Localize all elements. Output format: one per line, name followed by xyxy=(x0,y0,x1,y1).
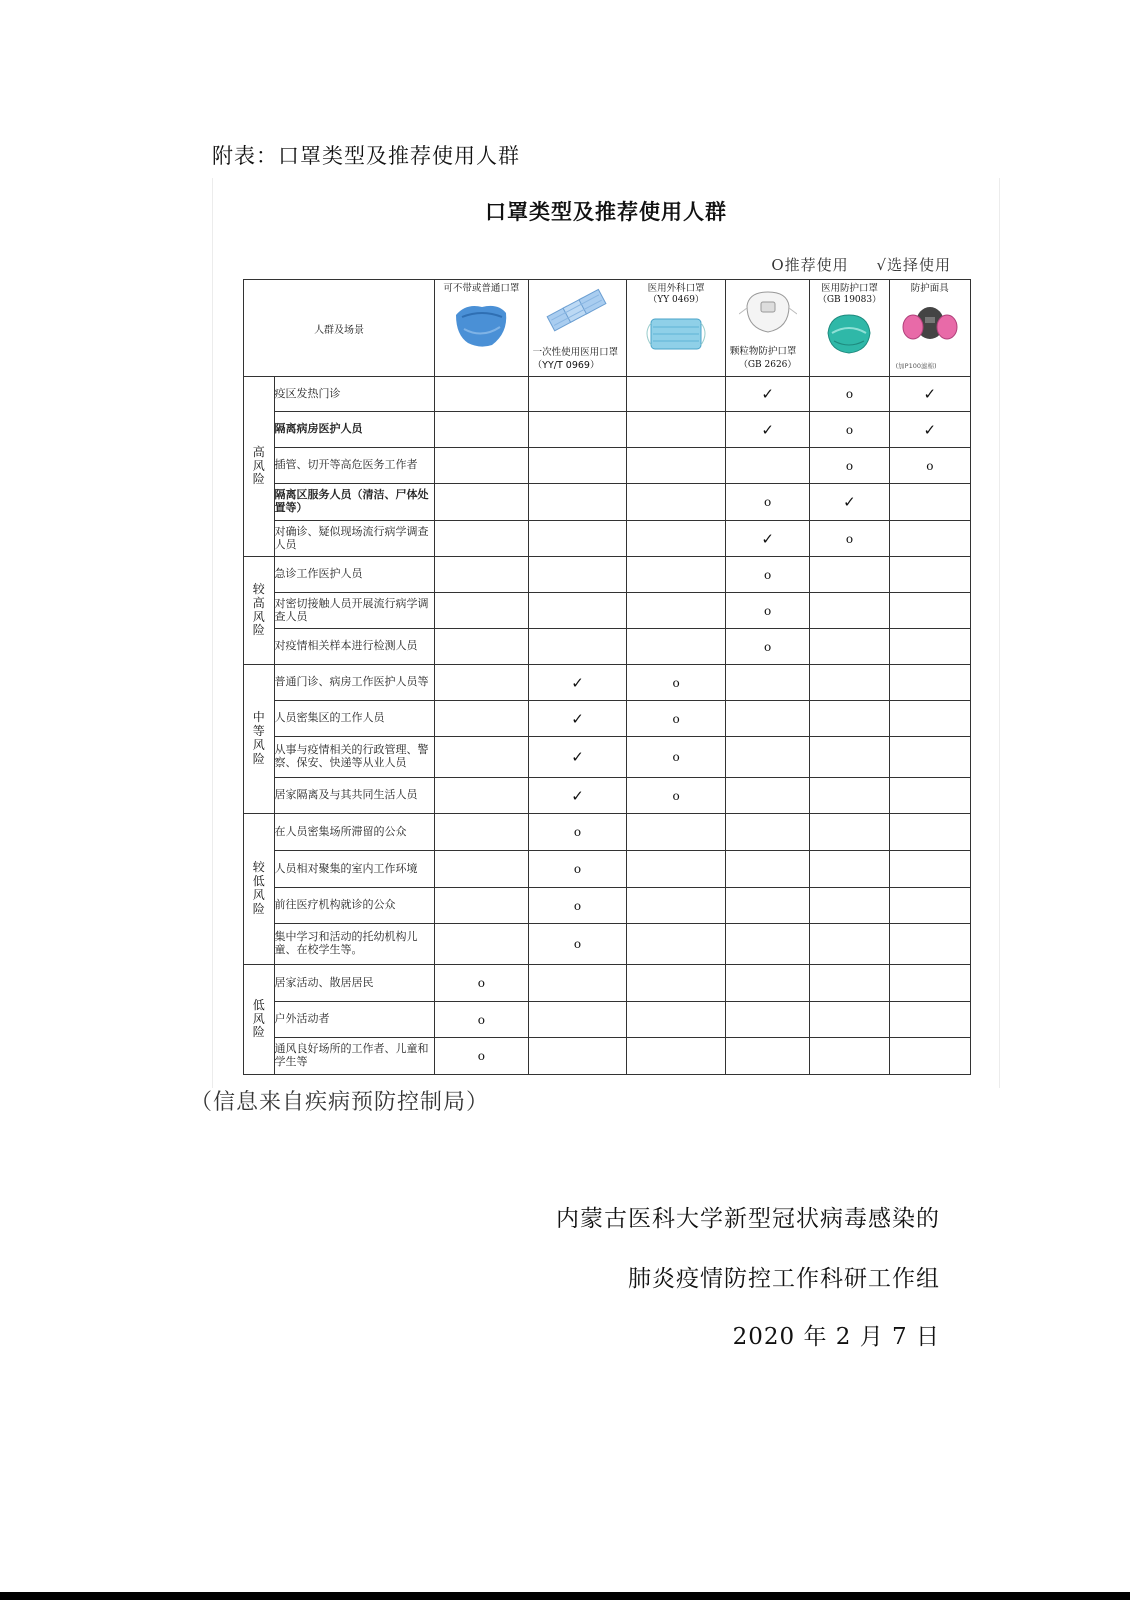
empty-cell xyxy=(627,412,726,448)
empty-cell xyxy=(889,521,970,557)
scene-cell: 居家隔离及与其共同生活人员 xyxy=(274,778,435,814)
empty-cell xyxy=(725,737,809,778)
empty-cell xyxy=(627,888,726,924)
empty-cell xyxy=(889,965,970,1002)
empty-cell xyxy=(725,814,809,851)
empty-cell xyxy=(528,557,627,593)
empty-cell xyxy=(627,629,726,665)
scene-cell: 人员相对聚集的室内工作环境 xyxy=(274,851,435,888)
column-header-surgical-mask xyxy=(627,280,726,377)
empty-cell xyxy=(528,1002,627,1038)
table-row xyxy=(244,737,971,778)
empty-cell xyxy=(889,888,970,924)
recommended-mark: o xyxy=(435,1002,529,1038)
column-header-protective-face-mask xyxy=(889,280,970,377)
scene-cell: 集中学习和活动的托幼机构儿童、在校学生等。 xyxy=(274,924,435,965)
empty-cell xyxy=(435,778,529,814)
empty-cell xyxy=(810,851,889,888)
table-row xyxy=(244,851,971,888)
recommended-mark: o xyxy=(725,629,809,665)
empty-cell xyxy=(810,557,889,593)
scene-cell: 人员密集区的工作人员 xyxy=(274,701,435,737)
scene-cell: 普通门诊、病房工作医护人员等 xyxy=(274,665,435,701)
recommended-mark: o xyxy=(627,665,726,701)
empty-cell xyxy=(435,557,529,593)
empty-cell xyxy=(627,557,726,593)
risk-group-label xyxy=(244,965,275,1075)
recommended-mark: o xyxy=(528,814,627,851)
empty-cell xyxy=(889,814,970,851)
legend xyxy=(749,254,951,275)
risk-group-text: 低风险 xyxy=(252,997,265,1040)
table-row xyxy=(244,593,971,629)
empty-cell xyxy=(627,924,726,965)
recommended-mark: o xyxy=(627,778,726,814)
optional-check-mark: ✓ xyxy=(528,665,627,701)
risk-group-text: 较高风险 xyxy=(252,581,265,638)
table-row xyxy=(244,1038,971,1075)
header-row xyxy=(244,280,971,377)
empty-cell xyxy=(435,484,529,521)
empty-cell xyxy=(528,377,627,412)
column-standard: （GB 19083） xyxy=(817,295,882,306)
empty-cell xyxy=(435,924,529,965)
legend-optional: √选择使用 xyxy=(876,256,951,274)
empty-cell xyxy=(435,593,529,629)
blue-fabric-mask-icon xyxy=(452,299,510,351)
table-row xyxy=(244,701,971,737)
mask-recommendation-figure xyxy=(212,178,1000,1088)
empty-cell xyxy=(725,448,809,484)
scene-cell: 对密切接触人员开展流行病学调查人员 xyxy=(274,593,435,629)
empty-cell xyxy=(627,484,726,521)
risk-group-label xyxy=(244,377,275,557)
empty-cell xyxy=(528,593,627,629)
recommended-mark: o xyxy=(435,1038,529,1075)
corner-header: 人群及场景 xyxy=(244,280,435,377)
empty-cell xyxy=(435,629,529,665)
legend-recommended: O推荐使用 xyxy=(771,256,849,274)
scene-cell: 疫区发热门诊 xyxy=(274,377,435,412)
empty-cell xyxy=(435,665,529,701)
recommended-mark: o xyxy=(810,448,889,484)
empty-cell xyxy=(810,701,889,737)
recommended-mark: o xyxy=(528,924,627,965)
risk-group-text: 高风险 xyxy=(252,444,265,487)
appendix-caption: 附表：口罩类型及推荐使用人群 xyxy=(212,144,520,168)
empty-cell xyxy=(810,629,889,665)
empty-cell xyxy=(889,557,970,593)
recommended-mark: o xyxy=(810,521,889,557)
recommended-mark: o xyxy=(725,593,809,629)
column-label: 医用防护口罩 xyxy=(820,283,878,294)
empty-cell xyxy=(889,778,970,814)
optional-check-mark: ✓ xyxy=(528,737,627,778)
empty-cell xyxy=(725,888,809,924)
column-note: (加P100滤棉) xyxy=(895,361,937,370)
empty-cell xyxy=(810,737,889,778)
column-header-particulate-respirator xyxy=(725,280,809,377)
empty-cell xyxy=(725,1038,809,1075)
empty-cell xyxy=(889,484,970,521)
empty-cell xyxy=(627,814,726,851)
column-header-medical-protective-respirator xyxy=(810,280,889,377)
recommended-mark: o xyxy=(725,484,809,521)
empty-cell xyxy=(725,1002,809,1038)
empty-cell xyxy=(435,851,529,888)
empty-cell xyxy=(889,629,970,665)
column-label: 医用外科口罩 xyxy=(647,283,705,294)
optional-check-mark: ✓ xyxy=(725,412,809,448)
empty-cell xyxy=(435,888,529,924)
empty-cell xyxy=(528,484,627,521)
empty-cell xyxy=(435,701,529,737)
empty-cell xyxy=(435,377,529,412)
empty-cell xyxy=(528,629,627,665)
mask-table xyxy=(243,279,971,1075)
recommended-mark: o xyxy=(627,701,726,737)
scene-cell: 对疫情相关样本进行检测人员 xyxy=(274,629,435,665)
empty-cell xyxy=(889,665,970,701)
table-row xyxy=(244,412,971,448)
empty-cell xyxy=(435,448,529,484)
empty-cell xyxy=(627,377,726,412)
recommended-mark: o xyxy=(725,557,809,593)
scene-cell: 隔离区服务人员（清洁、尸体处置等） xyxy=(274,484,435,521)
empty-cell xyxy=(889,1038,970,1075)
table-row xyxy=(244,1002,971,1038)
table-row xyxy=(244,924,971,965)
empty-cell xyxy=(889,737,970,778)
source-note: （信息来自疾病预防控制局） xyxy=(190,1090,490,1115)
table-row xyxy=(244,778,971,814)
scene-cell: 通风良好场所的工作者、儿童和学生等 xyxy=(274,1038,435,1075)
optional-check-mark: ✓ xyxy=(725,521,809,557)
empty-cell xyxy=(810,1002,889,1038)
table-row xyxy=(244,557,971,593)
empty-cell xyxy=(810,665,889,701)
medical-protective-respirator-icon xyxy=(822,311,876,355)
empty-cell xyxy=(627,965,726,1002)
scene-cell: 从事与疫情相关的行政管理、警察、保安、快递等从业人员 xyxy=(274,737,435,778)
empty-cell xyxy=(810,965,889,1002)
scene-cell: 前往医疗机构就诊的公众 xyxy=(274,888,435,924)
table-row xyxy=(244,965,971,1002)
recommended-mark: o xyxy=(528,851,627,888)
empty-cell xyxy=(627,851,726,888)
risk-group-text: 中等风险 xyxy=(252,710,265,766)
table-row xyxy=(244,888,971,924)
column-header-plain-mask xyxy=(435,280,529,377)
table-row xyxy=(244,665,971,701)
empty-cell xyxy=(627,448,726,484)
column-label: 颗粒物防护口罩 xyxy=(729,345,797,357)
empty-cell xyxy=(435,521,529,557)
empty-cell xyxy=(810,814,889,851)
recommended-mark: o xyxy=(810,412,889,448)
signature-date: 2020 年 2 月 7 日 xyxy=(732,1324,940,1350)
empty-cell xyxy=(725,924,809,965)
empty-cell xyxy=(528,448,627,484)
scene-cell: 对确诊、疑似现场流行病学调查人员 xyxy=(274,521,435,557)
scene-cell: 居家活动、散居居民 xyxy=(274,965,435,1002)
empty-cell xyxy=(435,412,529,448)
empty-cell xyxy=(627,1038,726,1075)
table-row xyxy=(244,448,971,484)
column-label: 防护面具 xyxy=(910,283,949,294)
protective-face-mask-icon xyxy=(901,301,959,343)
empty-cell xyxy=(528,965,627,1002)
signature-org-line2: 肺炎疫情防控工作科研工作组 xyxy=(628,1266,940,1292)
optional-check-mark: ✓ xyxy=(889,377,970,412)
table-row xyxy=(244,629,971,665)
table-row xyxy=(244,484,971,521)
column-standard: （GB 2626） xyxy=(738,360,797,371)
scene-cell: 插管、切开等高危医务工作者 xyxy=(274,448,435,484)
column-label: 一次性使用医用口罩 xyxy=(532,347,619,359)
empty-cell xyxy=(725,778,809,814)
signature-org-line1: 内蒙古医科大学新型冠状病毒感染的 xyxy=(556,1206,940,1232)
empty-cell xyxy=(725,701,809,737)
scene-cell: 急诊工作医护人员 xyxy=(274,557,435,593)
empty-cell xyxy=(889,851,970,888)
optional-check-mark: ✓ xyxy=(889,412,970,448)
risk-group-label xyxy=(244,557,275,665)
column-header-disposable-mask xyxy=(528,280,627,377)
empty-cell xyxy=(627,521,726,557)
risk-group-label xyxy=(244,814,275,965)
optional-check-mark: ✓ xyxy=(810,484,889,521)
table-row xyxy=(244,377,971,412)
empty-cell xyxy=(810,593,889,629)
figure-title: 口罩类型及推荐使用人群 xyxy=(485,200,727,224)
scene-cell: 在人员密集场所滞留的公众 xyxy=(274,814,435,851)
empty-cell xyxy=(810,924,889,965)
empty-cell xyxy=(889,924,970,965)
optional-check-mark: ✓ xyxy=(528,778,627,814)
empty-cell xyxy=(889,701,970,737)
empty-cell xyxy=(725,965,809,1002)
risk-group-text: 较低风险 xyxy=(252,860,265,916)
risk-group-label xyxy=(244,665,275,814)
empty-cell xyxy=(528,412,627,448)
scene-cell: 隔离病房医护人员 xyxy=(274,412,435,448)
recommended-mark: o xyxy=(810,377,889,412)
table-body xyxy=(244,377,971,1075)
recommended-mark: o xyxy=(528,888,627,924)
empty-cell xyxy=(435,814,529,851)
column-standard: （YY/T 0969） xyxy=(532,359,600,371)
empty-cell xyxy=(889,1002,970,1038)
page-bottom-rule xyxy=(0,1592,1130,1600)
table-row xyxy=(244,521,971,557)
empty-cell xyxy=(627,593,726,629)
empty-cell xyxy=(810,778,889,814)
disposable-medical-mask-icon xyxy=(544,288,610,334)
empty-cell xyxy=(810,888,889,924)
empty-cell xyxy=(435,737,529,778)
empty-cell xyxy=(627,1002,726,1038)
scene-cell: 户外活动者 xyxy=(274,1002,435,1038)
surgical-mask-icon xyxy=(643,313,709,353)
recommended-mark: o xyxy=(627,737,726,778)
recommended-mark: o xyxy=(435,965,529,1002)
empty-cell xyxy=(528,521,627,557)
empty-cell xyxy=(810,1038,889,1075)
table-row xyxy=(244,814,971,851)
particulate-respirator-icon xyxy=(739,286,797,336)
column-label: 可不带或普通口罩 xyxy=(443,283,520,294)
column-standard: （YY 0469） xyxy=(648,295,704,306)
recommended-mark: o xyxy=(889,448,970,484)
optional-check-mark: ✓ xyxy=(528,701,627,737)
empty-cell xyxy=(725,851,809,888)
empty-cell xyxy=(889,593,970,629)
optional-check-mark: ✓ xyxy=(725,377,809,412)
empty-cell xyxy=(528,1038,627,1075)
empty-cell xyxy=(725,665,809,701)
